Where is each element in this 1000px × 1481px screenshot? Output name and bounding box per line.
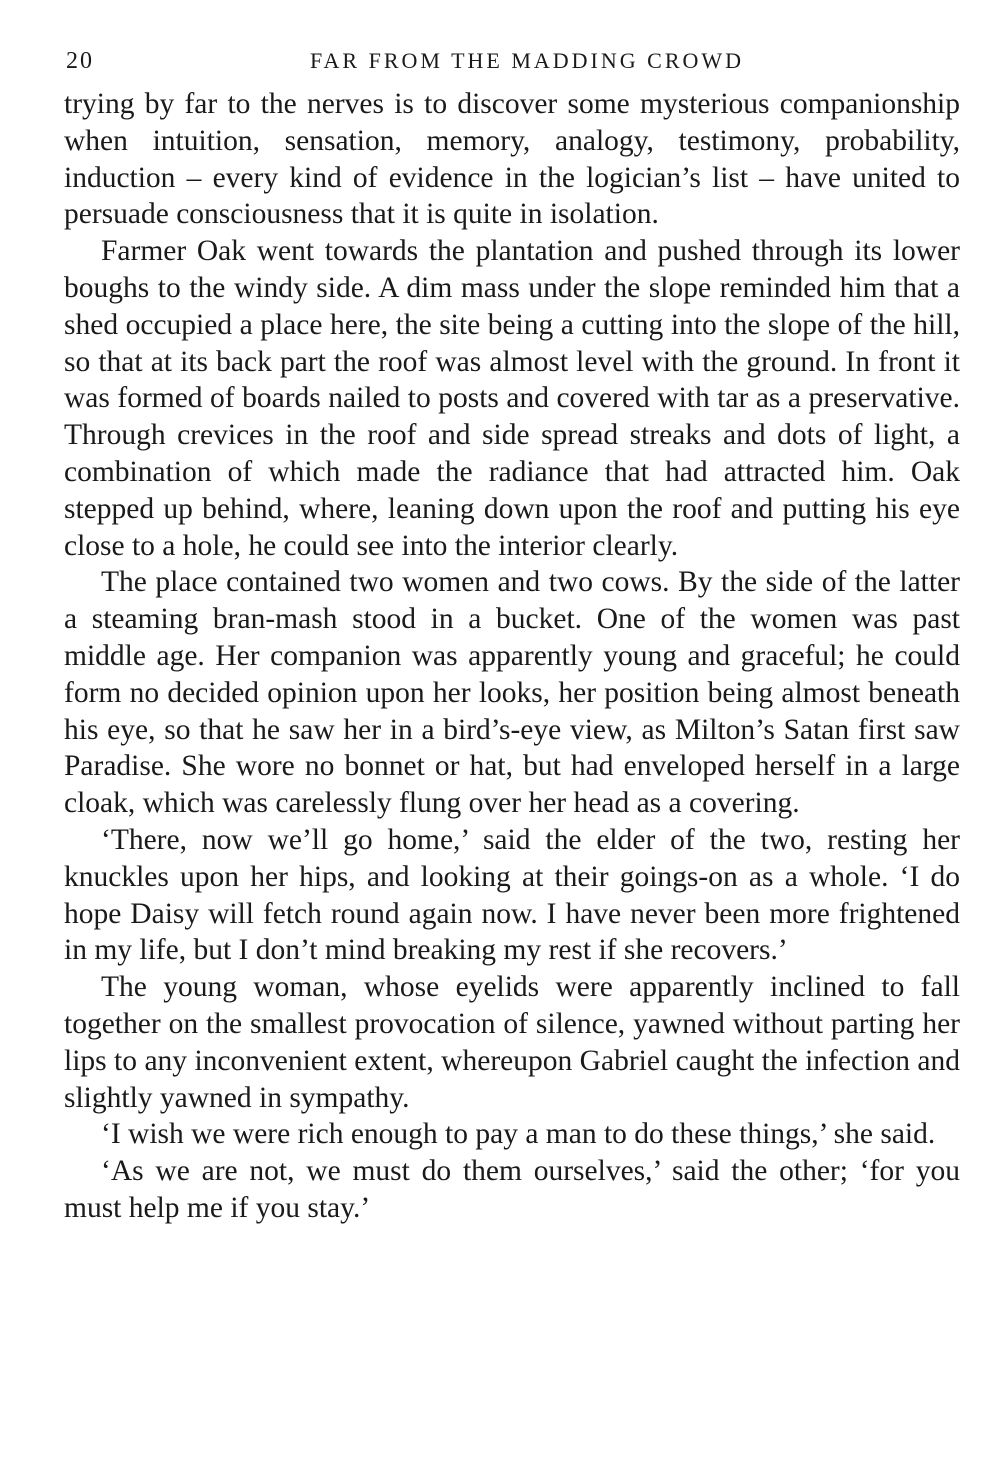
paragraph: ‘There, now we’ll go home,’ said the elder of the two, resting her knuckles upon her hips, and looking at their goings-on as a whole. ‘I do hope Daisy will fetch round again now. I have never been more frightened in my life, but I don’t mind breaking my rest if she recovers.’ <box>64 823 960 967</box>
body-text <box>64 86 960 1227</box>
paragraph: The place contained two women and two cows. By the side of the latter a steaming bran-mash stood in a bucket. One of the women was past middle age. Her companion was apparently young and graceful; he could form no decided opinion upon her looks, her position being almost beneath his eye, so that he saw her in a bird’s-eye view, as Milton’s Satan first saw Paradise. She wore no bonnet or hat, but had enveloped herself in a large cloak, which was carelessly flung over her head as a covering. <box>64 566 960 820</box>
book-page <box>64 44 960 1227</box>
book-title: FAR FROM THE MADDING CROWD <box>309 48 745 73</box>
paragraph: ‘As we are not, we must do them ourselves,’ said the other; ‘for you must help me if you stay.’ <box>64 1155 960 1224</box>
paragraph-continued: trying by far to the nerves is to discover some mysterious companionship when intuition, sensation, memory, analogy, testimony, probability, induction – every kind of evidence in the logician’s list – have united to persuade consciousness that it is quite in isolation. <box>64 88 960 231</box>
paragraph: Farmer Oak went towards the plantation and pushed through its lower boughs to the windy side. A dim mass under the slope reminded him that a shed occupied a place here, the site being a cutting into the slope of the hill, so that at its back part the roof was almost level with the ground. In front it was formed of boards nailed to posts and covered with tar as a preservative. Through crevices in the roof and side spread streaks and dots of light, a combination of which made the radiance that had attracted him. Oak stepped up behind, where, leaning down upon the roof and putting his eye close to a hole, he could see into the interior clearly. <box>64 235 960 562</box>
paragraph: ‘I wish we were rich enough to pay a man to do these things,’ she said. <box>101 1118 936 1151</box>
running-head <box>64 44 960 84</box>
paragraph: The young woman, whose eyelids were apparently inclined to fall together on the smallest provocation of silence, yawned without parting her lips to any inconvenient extent, whereupon Gabriel caught the infection and slightly yawned in sympathy. <box>64 971 960 1114</box>
page-number: 20 <box>66 48 94 74</box>
